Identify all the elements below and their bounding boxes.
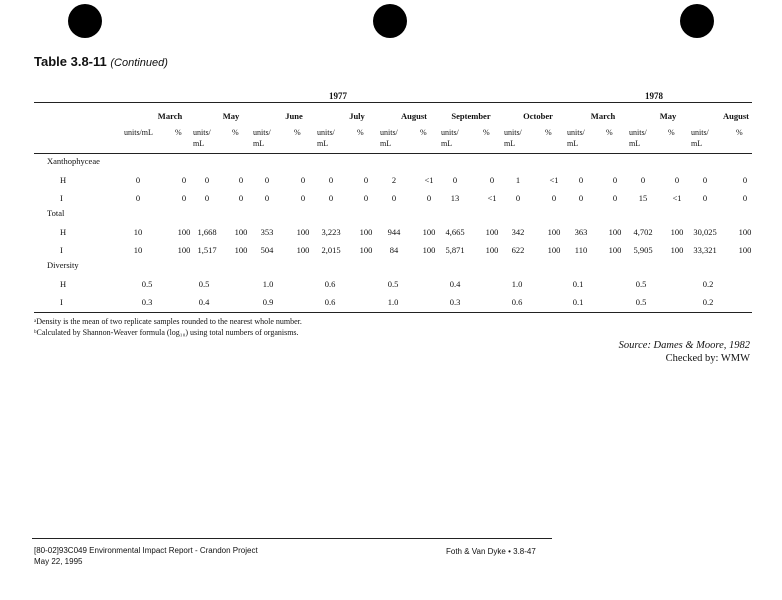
column-header: units/ [691, 128, 709, 137]
table-cell: 84 [389, 245, 399, 255]
table-cell: 0 [702, 193, 708, 203]
row-label: H [60, 279, 67, 289]
row-label: I [60, 245, 63, 255]
table-cell: 1.0 [511, 279, 523, 289]
table-cell: 0 [264, 175, 270, 185]
table-cell: 0.5 [198, 279, 210, 289]
table-cell: 0 [300, 175, 306, 185]
table-cell: 2,015 [321, 245, 341, 255]
table-cell: 100 [670, 245, 684, 255]
table-top-rule [34, 102, 752, 103]
table-cell: 342 [511, 227, 525, 237]
table-title-continued: (Continued) [110, 57, 168, 69]
column-header-unit: mL [193, 139, 205, 148]
binder-hole-center [373, 4, 407, 38]
table-cell: 0 [551, 193, 557, 203]
table-cell: 353 [260, 227, 274, 237]
table-cell: 0 [426, 193, 432, 203]
footnote-a: ᵃDensity is the mean of two replicate samples rounded to the nearest whole number. [34, 317, 302, 326]
table-cell: 0.4 [449, 279, 461, 289]
table-cell: 100 [296, 245, 310, 255]
table-cell: 0 [300, 193, 306, 203]
table-cell: 1.0 [262, 279, 274, 289]
table-cell: 0 [742, 193, 748, 203]
column-header-unit: mL [441, 139, 453, 148]
table-cell: 0.2 [702, 279, 714, 289]
table-cell: 100 [422, 227, 436, 237]
table-cell: 110 [574, 245, 588, 255]
table-cell: 0.1 [572, 297, 584, 307]
table-cell: 0 [328, 175, 334, 185]
row-label: I [60, 193, 63, 203]
table-cell: 100 [485, 245, 499, 255]
table-bottom-rule [34, 312, 752, 313]
table-cell: 100 [608, 245, 622, 255]
table-cell: 100 [547, 227, 561, 237]
table-cell: 100 [177, 245, 191, 255]
table-title-main: Table 3.8-11 [34, 54, 107, 69]
column-header: units/ [629, 128, 647, 137]
table-cell: 3,223 [321, 227, 341, 237]
table-cell: 0.5 [141, 279, 153, 289]
footer-page: Foth & Van Dyke • 3.8-47 [446, 547, 536, 556]
table-cell: 13 [450, 193, 460, 203]
table-cell: 0 [328, 193, 334, 203]
month-header: March [157, 111, 183, 121]
column-header: % [668, 128, 675, 137]
checked-by: Checked by: WMW [665, 353, 750, 364]
table-cell: 363 [574, 227, 588, 237]
column-header: units/ [504, 128, 522, 137]
table-cell: 100 [234, 227, 248, 237]
table-cell: 0 [612, 175, 618, 185]
table-cell: 504 [260, 245, 274, 255]
column-header: units/ [441, 128, 459, 137]
month-header: July [349, 111, 365, 121]
table-cell: 0 [363, 193, 369, 203]
column-header: units/ [253, 128, 271, 137]
column-header: units/mL [124, 128, 153, 137]
table-cell: 0.9 [262, 297, 274, 307]
table-cell: 0 [204, 193, 210, 203]
table-cell: 0.1 [572, 279, 584, 289]
table-cell: 1.0 [387, 297, 399, 307]
table-cell: 0.4 [198, 297, 210, 307]
section-label: Diversity [47, 260, 79, 270]
column-header: units/ [193, 128, 211, 137]
column-header: % [357, 128, 364, 137]
column-header: % [294, 128, 301, 137]
table-cell: 0 [674, 175, 680, 185]
table-cell: 0.6 [511, 297, 523, 307]
table-cell: 100 [670, 227, 684, 237]
table-cell: <1 [424, 175, 434, 185]
column-header: units/ [567, 128, 585, 137]
table-cell: 100 [177, 227, 191, 237]
column-header: % [736, 128, 743, 137]
year-1978: 1978 [645, 91, 663, 101]
table-cell: 100 [485, 227, 499, 237]
year-1977: 1977 [329, 91, 347, 101]
table-cell: 4,702 [633, 227, 653, 237]
table-title [34, 54, 168, 69]
table-cell: 0 [489, 175, 495, 185]
month-header: May [222, 111, 240, 121]
month-header: May [659, 111, 677, 121]
section-label: Xanthophyceae [47, 156, 100, 166]
table-cell: 1,517 [197, 245, 217, 255]
table-cell: 0 [452, 175, 458, 185]
column-header: % [606, 128, 613, 137]
table-cell: 622 [511, 245, 525, 255]
table-cell: 10 [133, 227, 143, 237]
table-cell: 15 [638, 193, 648, 203]
table-cell: 0.5 [387, 279, 399, 289]
section-label: Total [47, 208, 65, 218]
table-cell: <1 [672, 193, 682, 203]
table-cell: 0.3 [141, 297, 153, 307]
binder-hole-right [680, 4, 714, 38]
row-label: I [60, 297, 63, 307]
table-cell: 0 [391, 193, 397, 203]
column-header-unit: mL [380, 139, 392, 148]
source-citation: Source: Dames & Moore, 1982 [618, 340, 750, 351]
table-cell: 0 [578, 175, 584, 185]
column-header-unit: mL [567, 139, 579, 148]
footnote-b: ᵇCalculated by Shannon-Weaver formula (log₁₀) using total numbers of organisms. [34, 328, 299, 337]
table-cell: 100 [296, 227, 310, 237]
table-cell: 2 [391, 175, 397, 185]
table-cell: 0 [204, 175, 210, 185]
table-cell: 0 [702, 175, 708, 185]
table-cell: 4,665 [445, 227, 465, 237]
table-cell: 0.6 [324, 297, 336, 307]
month-header: August [723, 111, 749, 121]
table-cell: <1 [487, 193, 497, 203]
table-cell: 5,871 [445, 245, 465, 255]
table-cell: 100 [608, 227, 622, 237]
table-cell: 100 [359, 227, 373, 237]
month-header: June [285, 111, 303, 121]
table-cell: 0 [238, 175, 244, 185]
table-cell: 100 [738, 245, 752, 255]
table-cell: 0.6 [324, 279, 336, 289]
column-header-unit: mL [504, 139, 516, 148]
month-header: August [401, 111, 427, 121]
column-header-unit: mL [691, 139, 703, 148]
table-cell: 0 [363, 175, 369, 185]
row-label: H [60, 227, 67, 237]
table-cell: 33,321 [693, 245, 717, 255]
column-header: % [545, 128, 552, 137]
column-header: % [420, 128, 427, 137]
table-cell: 5,905 [633, 245, 653, 255]
table-cell: 0.5 [635, 297, 647, 307]
column-header: % [232, 128, 239, 137]
column-header-unit: mL [629, 139, 641, 148]
table-cell: 944 [387, 227, 401, 237]
table-cell: 100 [234, 245, 248, 255]
table-cell: 0 [238, 193, 244, 203]
table-cell: 100 [359, 245, 373, 255]
table-cell: 100 [422, 245, 436, 255]
footer-project: [80-02]93C049 Environmental Impact Report - Crandon Project [34, 546, 258, 555]
month-header: October [523, 111, 553, 121]
table-cell: 100 [738, 227, 752, 237]
table-cell: 1,668 [197, 227, 217, 237]
table-cell: 100 [547, 245, 561, 255]
column-header: units/ [380, 128, 398, 137]
table-cell: 1 [515, 175, 521, 185]
binder-hole-left [68, 4, 102, 38]
column-header: % [483, 128, 490, 137]
table-cell: 30,025 [693, 227, 717, 237]
table-cell: 0 [578, 193, 584, 203]
table-cell: 0 [612, 193, 618, 203]
column-header: % [175, 128, 182, 137]
footer-date: May 22, 1995 [34, 557, 83, 566]
table-cell: 0 [264, 193, 270, 203]
table-cell: 0 [181, 175, 187, 185]
column-header-unit: mL [253, 139, 265, 148]
row-label: H [60, 175, 67, 185]
table-cell: 0 [640, 175, 646, 185]
column-header: units/ [317, 128, 335, 137]
month-header: March [590, 111, 616, 121]
table-cell: 0.3 [449, 297, 461, 307]
table-cell: 10 [133, 245, 143, 255]
table-cell: 0 [515, 193, 521, 203]
table-cell: 0 [135, 175, 141, 185]
table-cell: 0 [181, 193, 187, 203]
table-cell: <1 [549, 175, 559, 185]
table-cell: 0 [135, 193, 141, 203]
footer-rule [32, 538, 552, 539]
column-header-unit: mL [317, 139, 329, 148]
month-header: September [451, 111, 491, 121]
table-cell: 0 [742, 175, 748, 185]
header-bottom-rule [34, 153, 752, 154]
table-cell: 0.5 [635, 279, 647, 289]
table-cell: 0.2 [702, 297, 714, 307]
